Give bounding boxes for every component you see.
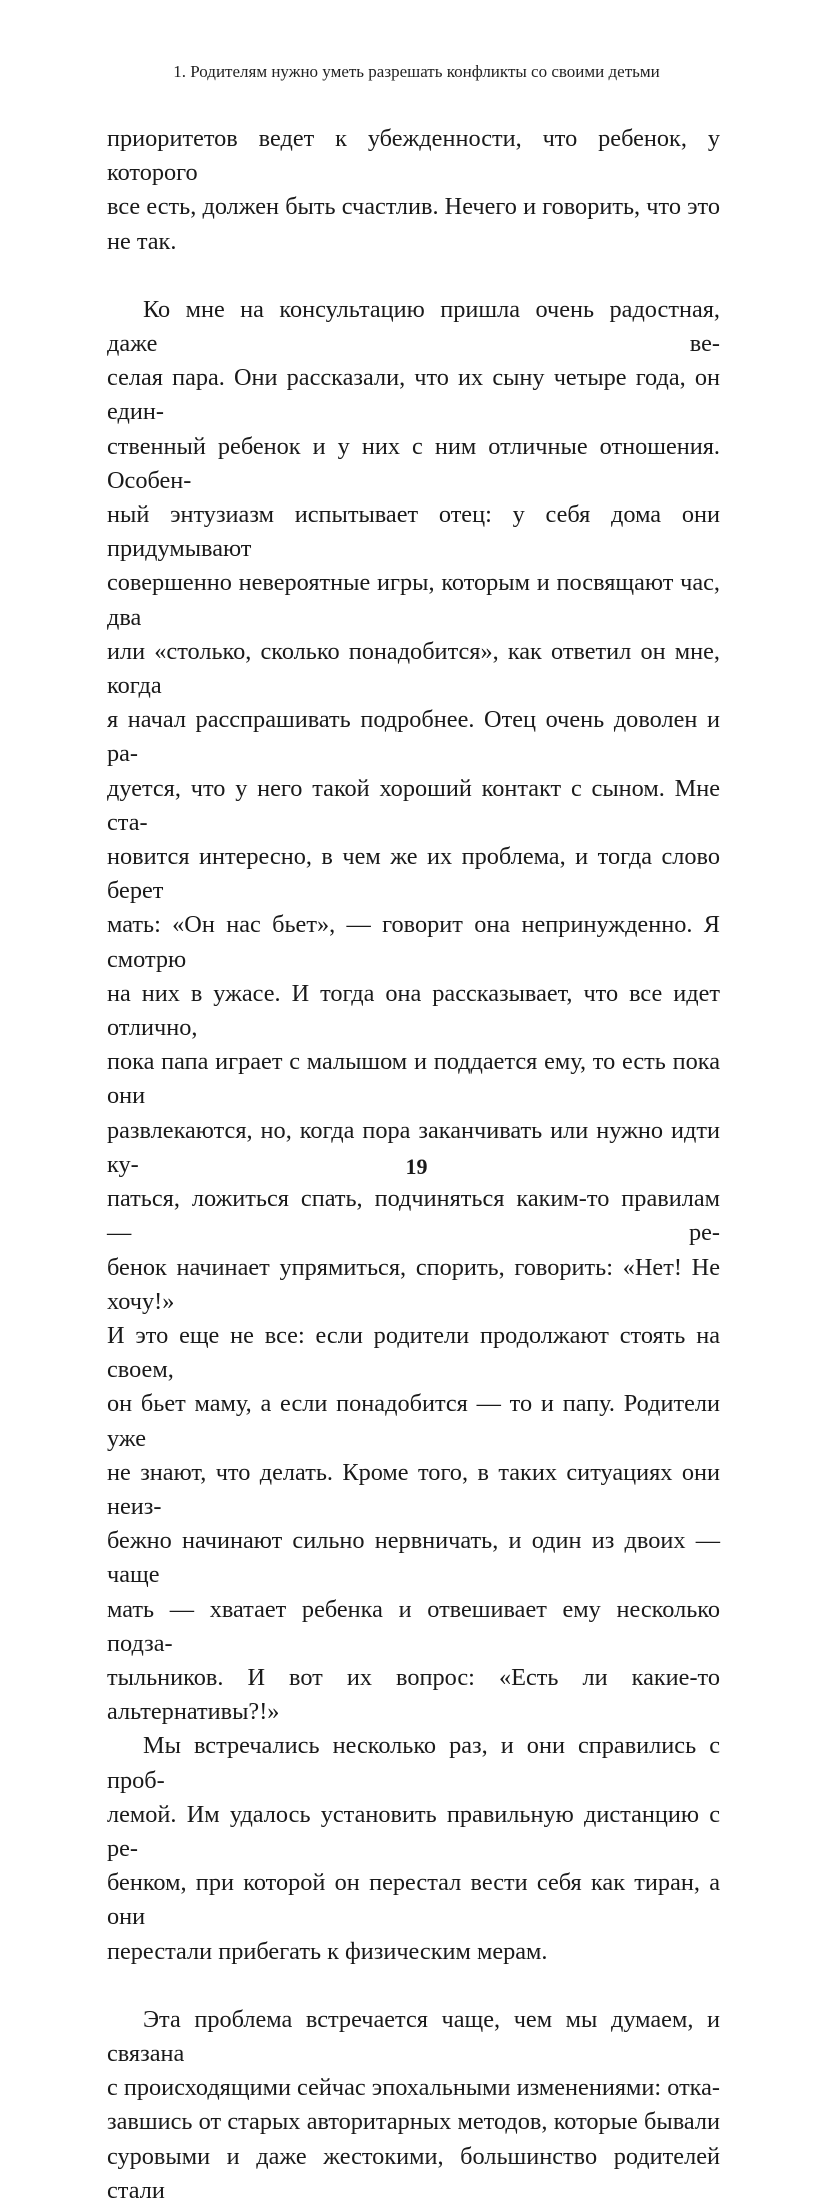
text-line: все есть, должен быть счастлив. Нечего и говорить, что это — [107, 193, 720, 221]
text-line: или «столько, сколько понадобится», как ответил он мне, когда — [107, 637, 720, 700]
page-number: 19 — [405, 1154, 428, 1179]
text-line: мать: «Он нас бьет», — говорит она непринужденно. Я смотрю — [107, 911, 720, 973]
text-line: селая пара. Они рассказали, что их сыну четыре года, он един- — [107, 364, 720, 426]
text-line: Ко мне на консультацию пришла очень радостная, даже ве- — [107, 295, 720, 358]
text-line: Мы встречались несколько раз, и они справились с проб- — [107, 1732, 720, 1794]
text-line: бенок начинает упрямиться, спорить, говорить: «Нет! Не хочу!» — [107, 1253, 720, 1315]
text-line: лемой. Им удалось установить правильную дистанцию с ре- — [107, 1800, 720, 1862]
text-line: тыльников. И вот их вопрос: «Есть ли какие-то альтернативы?!» — [107, 1663, 720, 1726]
text-line: не знают, что делать. Кроме того, в таких ситуациях они неиз- — [107, 1458, 720, 1520]
text-line: приоритетов ведет к убежденности, что ребенок, у которого — [107, 125, 720, 187]
text-line: с происходящими сейчас эпохальными изменениями: отка- — [107, 2074, 720, 2102]
text-line: И это еще не все: если родители продолжают стоять на своем, — [107, 1321, 720, 1384]
text-line: бежно начинают сильно нервничать, и один из двоих — чаще — [107, 1527, 720, 1589]
text-line: пока папа играет с малышом и поддается ему, то есть пока они — [107, 1048, 720, 1110]
text-line: развлекаются, но, когда пора заканчивать или нужно идти ку- — [107, 1116, 720, 1178]
running-header: 1. Родителям нужно уметь разрешать конфликты со своими детьми — [173, 62, 660, 81]
section-gap — [107, 259, 720, 293]
paragraph-3 — [107, 1729, 720, 1968]
section-gap — [107, 1969, 720, 2003]
text-line: мать — хватает ребенка и отвешивает ему несколько подза- — [107, 1595, 720, 1657]
text-line: я начал расспрашивать подробнее. Отец очень доволен и ра- — [107, 706, 720, 768]
text-line: завшись от старых авторитарных методов, которые бывали — [107, 2108, 720, 2136]
text-line: паться, ложиться спать, подчиняться каким-то правилам — ре- — [107, 1185, 720, 1247]
text-line: не так. — [107, 227, 177, 255]
text-line: дуется, что у него такой хороший контакт с сыном. Мне ста- — [107, 774, 720, 836]
text-line: ственный ребенок и у них с ним отличные отношения. Особен- — [107, 432, 720, 494]
paragraph-1 — [107, 122, 720, 259]
paragraph-2 — [107, 293, 720, 1730]
text-line: бенком, при которой он перестал вести себя как тиран, а они — [107, 1869, 720, 1931]
text-line: совершенно невероятные игры, которым и посвящают час, два — [107, 569, 720, 631]
text-line: перестали прибегать к физическим мерам. — [107, 1937, 548, 1965]
text-line: суровыми и даже жестокими, большинство родителей стали — [107, 2142, 720, 2204]
text-line: Эта проблема встречается чаще, чем мы думаем, и связана — [107, 2005, 720, 2067]
paragraph-4 — [107, 2003, 720, 2208]
text-line: новится интересно, в чем же их проблема, и тогда слово берет — [107, 843, 720, 905]
text-line: на них в ужасе. И тогда она рассказывает, что все идет отлично, — [107, 979, 720, 1042]
text-line: ный энтузиазм испытывает отец: у себя дома они придумывают — [107, 501, 720, 563]
text-line: он бьет маму, а если понадобится — то и папу. Родители уже — [107, 1390, 720, 1452]
